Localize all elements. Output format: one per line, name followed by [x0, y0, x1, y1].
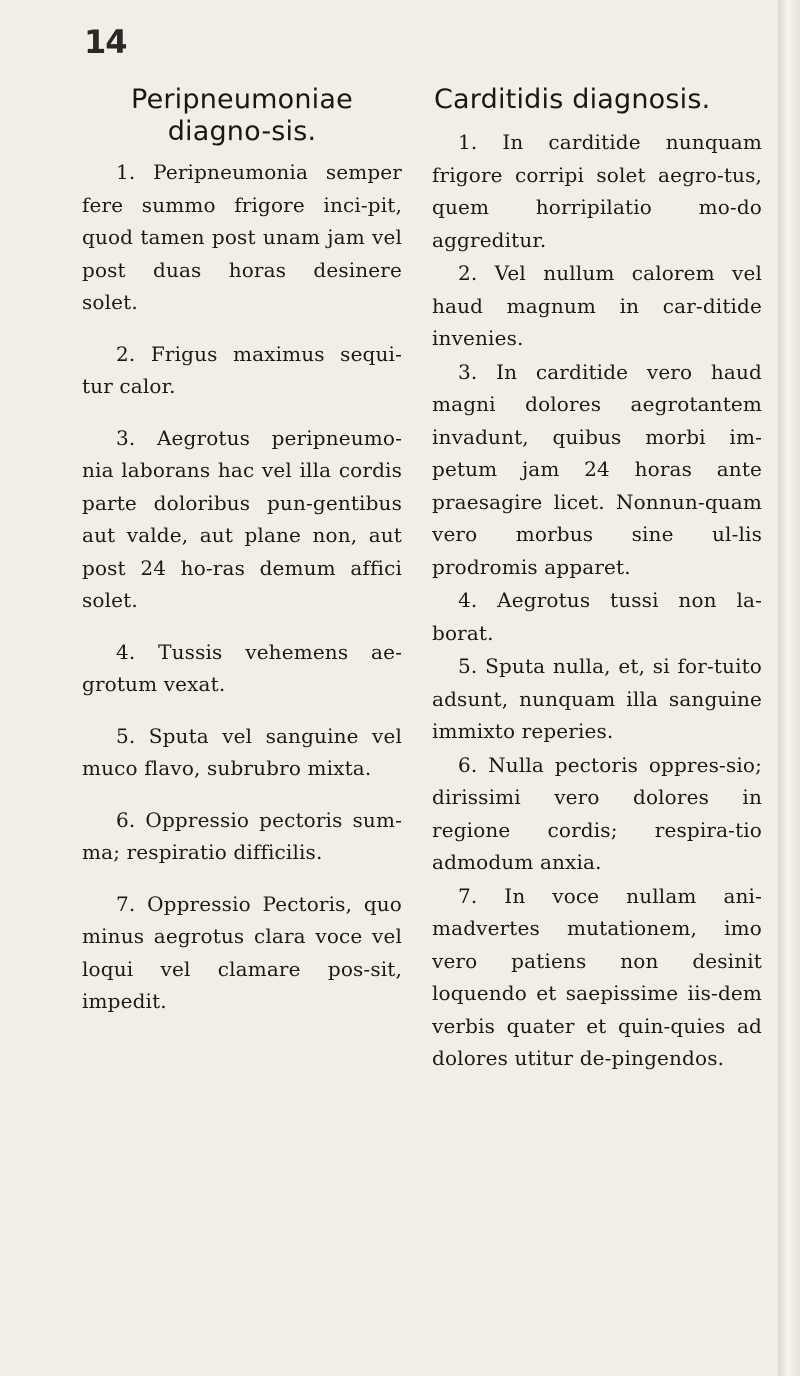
- peripneumonia-item-3: [82, 422, 402, 617]
- item-text: 1. Peripneumonia semper fere summo frigore inci-pit, quod tamen post unam jam vel post duas horas desinere solet.: [82, 160, 402, 314]
- item-text: 7. Oppressio Pectoris, quo minus aegrotus clara voce vel loqui vel clamare pos-sit, impedit.: [82, 891, 402, 1013]
- peripneumonia-item-6: [82, 804, 402, 869]
- item-text: 5. Sputa vel sanguine vel muco flavo, subrubro mixta.: [82, 723, 402, 780]
- item-text: 5. Sputa nulla, et, si for-tuito adsunt, nunquam illa sanguine immixto reperies.: [432, 654, 762, 743]
- item-text: 2. Vel nullum calorem vel haud magnum in car-ditide invenies.: [432, 261, 762, 350]
- item-text: 7. In voce nullam ani-madvertes mutationem, imo vero patiens non desinit loquendo et saepissime iis-dem verbis quater et quin-quies ad dolores utitur de-pingendos.: [432, 883, 762, 1070]
- carditis-heading: Carditidis diagnosis.: [434, 84, 711, 115]
- peripneumonia-item-4: [82, 636, 402, 701]
- carditis-item-2: [432, 257, 762, 355]
- item-text: 1. In carditide nunquam frigore corripi solet aegro-tus, quem horripilatio mo-do aggreditur.: [432, 130, 762, 252]
- page-number: 14: [84, 23, 127, 61]
- carditis-list: [432, 126, 762, 1075]
- peripneumonia-heading: Peripneumoniae diagno-sis.: [131, 84, 353, 147]
- carditis-item-1: [432, 126, 762, 256]
- item-text: 6. Oppressio pectoris sum-ma; respiratio difficilis.: [82, 807, 402, 864]
- carditis-section: [432, 84, 762, 1076]
- carditis-item-5: [432, 650, 762, 748]
- peripneumonia-item-1: [82, 156, 402, 319]
- item-text: 3. In carditide vero haud magni dolores aegrotantem invadunt, quibus morbi im-petum jam 24 horas ante praesagire licet. Nonnun-quam vero morbus sine ul-lis prodromis apparet.: [432, 359, 762, 579]
- peripneumonia-list: [82, 156, 402, 1018]
- item-text: 3. Aegrotus peripneumo-nia laborans hac vel illa cordis parte doloribus pun-gentibus aut valde, aut plane non, aut post 24 ho-ras demum affici solet.: [82, 425, 402, 612]
- peripneumonia-item-7: [82, 888, 402, 1018]
- peripneumonia-item-5: [82, 720, 402, 785]
- item-text: 2. Frigus maximus sequi-tur calor.: [82, 341, 402, 398]
- item-text: 4. Tussis vehemens ae-grotum vexat.: [82, 639, 402, 696]
- item-text: 6. Nulla pectoris oppres-sio; dirissimi vero dolores in regione cordis; respira-tio admodum anxia.: [432, 752, 762, 874]
- item-text: 4. Aegrotus tussi non la-borat.: [432, 588, 762, 645]
- peripneumonia-section: [82, 84, 402, 1037]
- page-edge: [778, 0, 800, 1376]
- carditis-item-3: [432, 356, 762, 584]
- carditis-item-7: [432, 880, 762, 1075]
- carditis-item-6: [432, 749, 762, 879]
- peripneumonia-item-2: [82, 338, 402, 403]
- carditis-item-4: [432, 584, 762, 649]
